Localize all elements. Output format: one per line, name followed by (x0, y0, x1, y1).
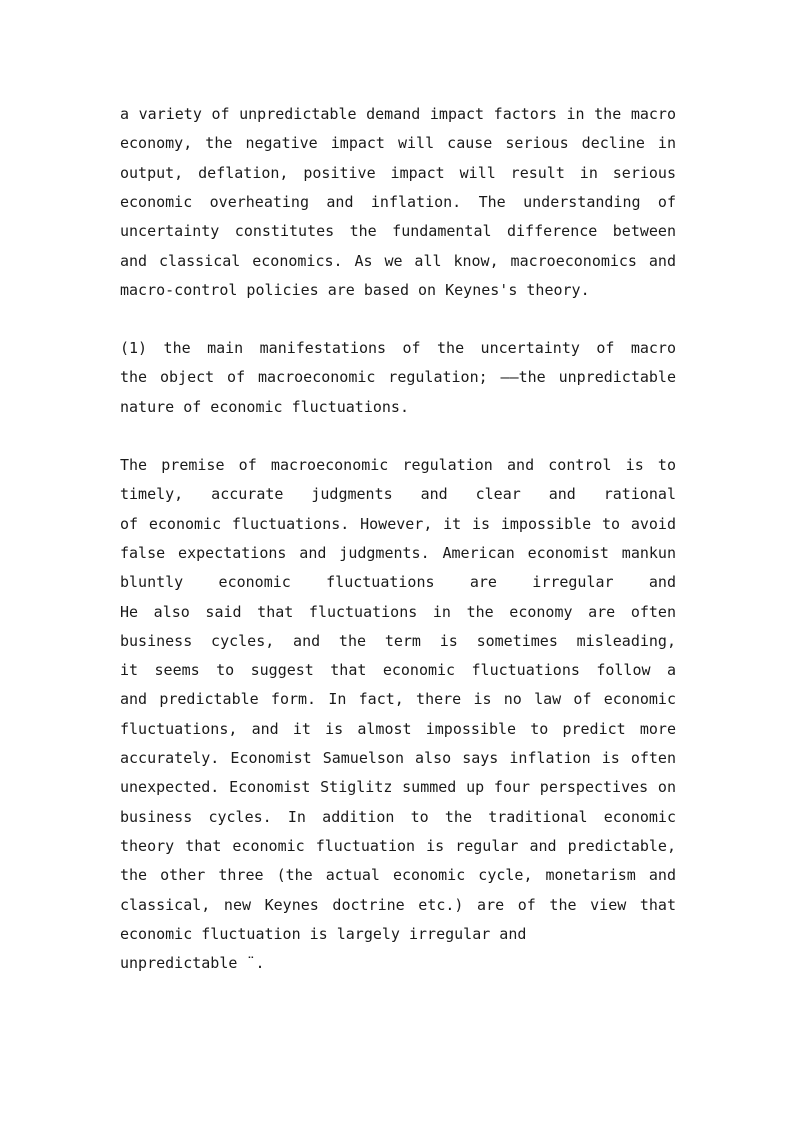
text-line: bluntly economic fluctuations are irregular and (120, 573, 676, 592)
text-line: the other three (the actual economic cycle, monetarism and (120, 866, 676, 885)
text-line: false expectations and judgments. American economist mankun (120, 543, 676, 562)
text-line: business cycles. In addition to the traditional economic (120, 807, 676, 826)
text-line: business cycles, and the term is sometimes misleading, (120, 631, 676, 650)
text-line: classical, new Keynes doctrine etc.) are of the view that (120, 895, 676, 914)
text-line: He also said that fluctuations in the economy are often (120, 602, 676, 621)
text-line: timely, accurate judgments and clear and rational (120, 485, 676, 504)
text-line: unexpected. Economist Stiglitz summed up four perspectives on (120, 778, 676, 797)
text-line: of economic fluctuations. However, it is impossible to avoid (120, 514, 676, 533)
text-line: uncertainty constitutes the fundamental difference between (120, 222, 676, 241)
text-line: nature of economic fluctuations. (120, 397, 409, 416)
text-line: output, deflation, positive impact will result in serious (120, 163, 676, 182)
text-line: accurately. Economist Samuelson also says inflation is often (120, 749, 676, 767)
text-line: and predictable form. In fact, there is no law of economic (120, 690, 676, 709)
text-line: economic overheating and inflation. The understanding of (120, 192, 676, 211)
text-line: fluctuations, and it is almost impossible to predict more (120, 719, 676, 738)
text-line: the object of macroeconomic regulation; ——the unpredictable (120, 368, 676, 387)
text-line: it seems to suggest that economic fluctuations follow a (120, 661, 676, 680)
text-line: unpredictable ¨. (120, 954, 265, 973)
text-line: theory that economic fluctuation is regular and predictable, (120, 836, 676, 855)
text-line: economy, the negative impact will cause serious decline in (120, 134, 676, 153)
text-line: (1) the main manifestations of the uncertainty of macro (120, 339, 676, 357)
text-line: economic fluctuation is largely irregular and (120, 924, 527, 943)
text-line: a variety of unpredictable demand impact factors in the macro (120, 105, 676, 123)
text-line: and classical economics. As we all know, macroeconomics and (120, 251, 676, 270)
text-line: The premise of macroeconomic regulation and control is to (120, 456, 676, 474)
text-line: macro-control policies are based on Keynes's theory. (120, 280, 590, 299)
